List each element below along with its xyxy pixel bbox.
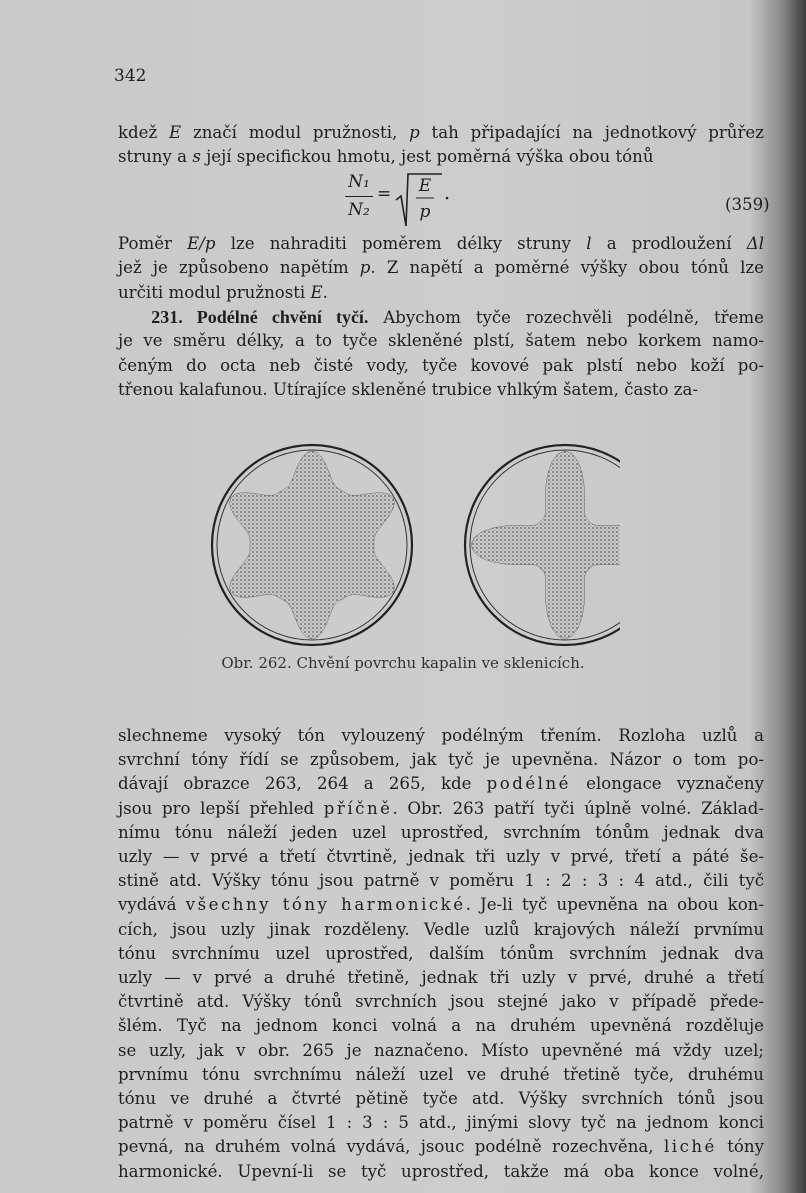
text-run: vydává — [118, 895, 186, 915]
text-run: a prodloužení — [591, 234, 747, 253]
text-line — [118, 1040, 764, 1062]
text-line — [118, 1112, 764, 1134]
text-line — [118, 1161, 764, 1183]
text-run: je ve směru délky, a to tyče skleněné plstí, šatem nebo korkem namo- — [118, 331, 764, 351]
fraction-bar — [345, 196, 373, 197]
text-line — [118, 894, 764, 916]
text-run: prvnímu tónu svrchnímu náleží uzel ve druhé třetině tyče, druhému — [118, 1064, 764, 1084]
text-line — [118, 282, 764, 304]
text-line — [118, 1136, 764, 1158]
text-run: pevná, na druhém volná vydává, jsouc podélně rozechvěna, — [118, 1137, 664, 1157]
text-line — [118, 122, 764, 144]
text-run: E/p — [187, 234, 216, 253]
text-run: liché — [663, 1137, 717, 1157]
glass-right — [465, 445, 620, 645]
text-line — [118, 798, 764, 820]
text-run: . Je-li tyč upevněna na obou kon- — [465, 895, 764, 915]
fraction-denominator: N₂ — [348, 200, 370, 220]
text-run: Δl — [746, 234, 765, 253]
text-run: . Z napětí a poměrné výšky obou tónů lze — [370, 258, 764, 278]
text-run: Poměr — [118, 234, 188, 253]
text-run: jež je způsobeno napětím — [118, 258, 360, 278]
text-line — [118, 306, 764, 329]
text-run: se uzly, jak v obr. 265 je naznačeno. Místo upevněné má vždy uzel; — [118, 1040, 764, 1060]
text-run: nímu tónu náleží jeden uzel uprostřed, svrchním tónům jednak dva — [118, 822, 764, 842]
text-run: podélné — [486, 774, 571, 794]
text-run: uzly — v prvé a třetí čtvrtině, jednak tři uzly v prvé, třetí a páté še- — [118, 847, 764, 866]
text-line — [118, 991, 764, 1013]
text-run: příčně — [323, 798, 393, 818]
root-numerator: E — [418, 176, 432, 196]
equation-359 — [0, 172, 806, 232]
text-line — [118, 967, 764, 989]
text-run: . — [322, 282, 328, 302]
text-run: stině atd. Výšky tónu jsou patrně v poměru 1 : 2 : 3 : 4 atd., čili tyč — [118, 871, 764, 891]
text-run: značí modul pružnosti, — [181, 123, 410, 142]
page-number: 342 — [114, 66, 147, 86]
figure-262 — [200, 435, 620, 655]
text-run: harmonické. Upevní-li se tyč uprostřed, takže má oba konce volné, — [118, 1161, 764, 1181]
text-run: čtvrtině atd. Výšky tónů svrchních jsou stejné jako v případě přede- — [118, 992, 764, 1012]
text-run: všechny tóny harmonické — [185, 895, 466, 915]
text-line — [118, 1064, 764, 1086]
text-run: p — [359, 258, 371, 278]
text-line — [118, 822, 764, 844]
text-run: dávají obrazce 263, 264 a 265, kde — [118, 774, 487, 794]
glass-left — [212, 445, 412, 645]
text-line — [118, 355, 764, 377]
text-run: s — [192, 147, 201, 166]
text-line — [118, 846, 764, 868]
text-line — [118, 773, 764, 795]
text-run: tónu ve druhé a čtvrté pětině tyče atd. Výšky svrchních tónů jsou — [118, 1089, 764, 1108]
equation-number: (359) — [725, 195, 770, 214]
text-run: svrchní tóny řídí se způsobem, jak tyč je upevněna. Názor o tom po- — [118, 750, 764, 770]
text-run: třenou kalafunou. Utírajíce skleněné trubice vhlkým šatem, často za- — [118, 379, 699, 399]
text-run: elongace vyznačeny — [570, 774, 764, 794]
text-run: . Obr. 263 patří tyči úplně volné. Základ- — [392, 798, 764, 818]
text-run: tah připadající na jednotkový průřez — [419, 123, 764, 142]
text-run: struny a — [118, 147, 193, 166]
equals-sign: = — [377, 184, 392, 204]
text-line — [118, 379, 764, 401]
text-run: určiti modul pružnosti — [118, 282, 311, 302]
text-run: E — [310, 282, 323, 302]
text-run: uzly — v prvé a druhé třetině, jednak tři uzly v prvé, druhé a třetí — [118, 968, 764, 987]
text-line — [118, 330, 764, 352]
text-run: šlém. Tyč na jednom konci volná a na druhém upevněná rozděluje — [118, 1016, 764, 1036]
text-line — [118, 146, 764, 168]
text-run: kdež — [118, 123, 170, 142]
text-run: lze nahraditi poměrem délky struny — [215, 234, 587, 253]
figure-caption: Obr. 262. Chvění povrchu kapalin ve sklenicích. — [221, 654, 585, 672]
text-line — [118, 257, 764, 279]
text-run: E — [169, 123, 182, 142]
text-line — [118, 749, 764, 771]
text-run: tónu svrchnímu uzel uprostřed, dalším tónům svrchním jednak dva — [118, 943, 764, 963]
text-run — [118, 308, 151, 327]
text-line — [118, 725, 764, 747]
fraction-numerator: N₁ — [348, 172, 370, 192]
text-run: p — [409, 123, 420, 142]
text-run: patrně v poměru čísel 1 : 3 : 5 atd., jinými slovy tyč na jednom konci — [118, 1113, 764, 1133]
text-run: tóny — [716, 1137, 764, 1157]
text-run: cích, jsou uzly jinak rozděleny. Vedle uzlů krajových náleží prvnímu — [118, 919, 764, 939]
text-run: slechneme vysoký tón vylouzený podélným třením. Rozloha uzlů a — [118, 726, 764, 745]
text-run: její specifickou hmotu, jest poměrná výška obou tónů — [200, 147, 654, 166]
text-line — [118, 943, 764, 965]
text-run: Abychom tyče rozechvěli podélně, třeme — [368, 307, 764, 327]
text-line — [118, 1088, 764, 1110]
text-run: l — [586, 234, 592, 253]
text-run: čeným do octa neb čisté vody, tyče kovové pak plstí nebo koží po- — [118, 355, 764, 375]
root-denominator: p — [419, 202, 431, 222]
text-run: jsou pro lepší přehled — [118, 798, 324, 818]
section-heading: 231. Podélné chvění tyčí. — [151, 306, 369, 327]
text-line — [118, 919, 764, 941]
text-line — [118, 233, 764, 255]
text-line — [118, 1015, 764, 1037]
text-line — [118, 870, 764, 892]
